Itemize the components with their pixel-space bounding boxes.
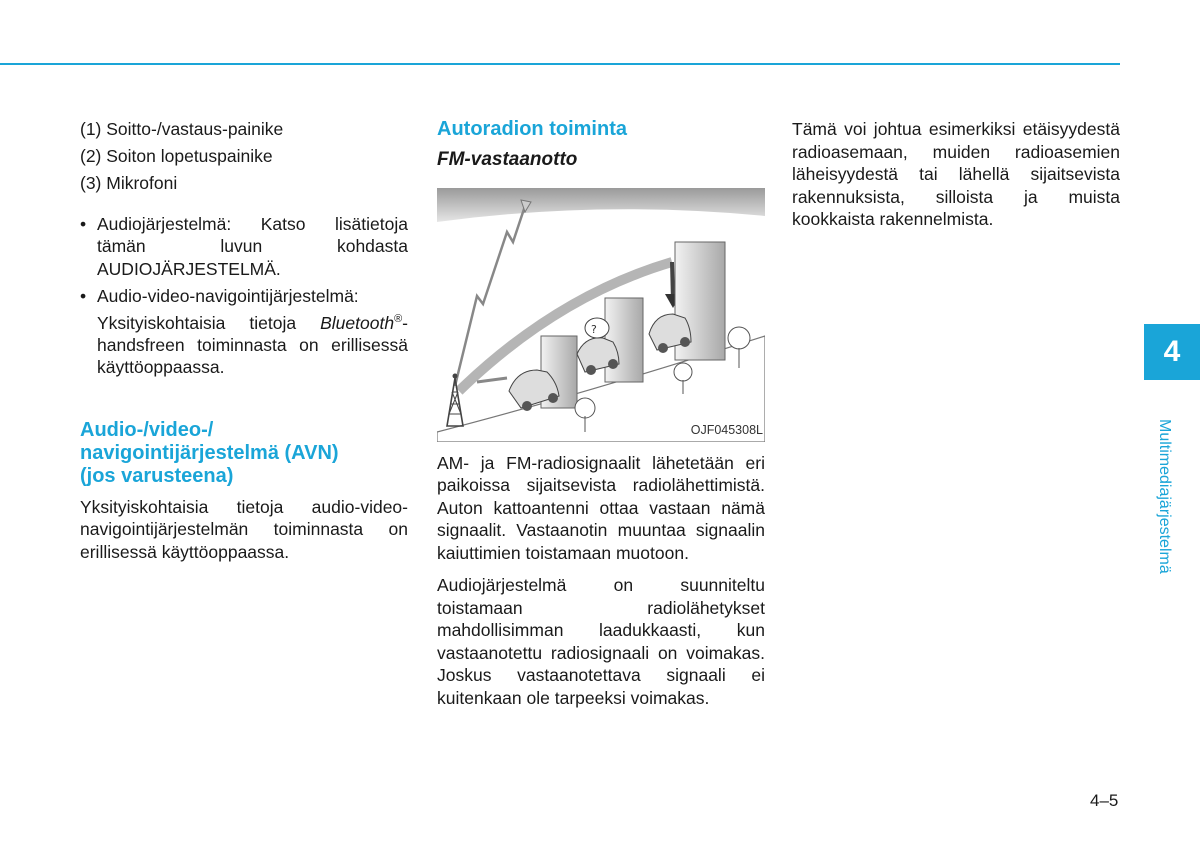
radio-paragraph-1: AM- ja FM-radiosignaalit lähetetään eri paikoissa sijaitsevista radiolähettimistä. Auton kattoantenni ottaa vastaan nämä signaalit. Vastaanotin muuntaa signaalin kaiuttimien toistamaan muotoon.: [437, 452, 765, 563]
radio-tower-icon: [447, 373, 463, 426]
bullet-dot: •: [80, 213, 87, 234]
chapter-label: Multimediajärjestelmä: [1156, 419, 1173, 574]
page-number: 4–5: [1090, 791, 1119, 810]
bullet-text-pre: Audio-video-navigointijärjestelmä: Yksityiskohtaisia tietoja: [97, 286, 359, 333]
avn-paragraph: Yksityiskohtaisia tietoja audio-video-navigointijärjestelmän toiminnasta on erillisessä käyttöoppaassa.: [80, 496, 408, 562]
list-item: (2) Soiton lopetuspainike: [80, 146, 273, 166]
bullet-dot: •: [80, 286, 87, 306]
bluetooth-term: Bluetooth: [320, 312, 395, 333]
chapter-tab: [1144, 324, 1200, 380]
svg-text:?: ?: [591, 322, 597, 336]
fm-reception-illustration: [437, 186, 765, 442]
list-item: (1) Soitto-/vastaus-painike: [80, 119, 284, 139]
bullet-item-avn: [80, 285, 408, 379]
bullet-item-audio: [80, 213, 408, 281]
heading-line: Audio-/video-/: [80, 418, 214, 441]
signal-short-arrow: [477, 378, 507, 382]
bullet-list: [80, 213, 408, 379]
radio-paragraph-2: Audiojärjestelmä on suunniteltu toistamaan radiolähetykset mahdollisimman laadukkaasti, kun vastaanotettu radiosignaali on voimakas. Joskus vastaanotettava signaali ei kuitenkaan ole tarpeeksi voimakas.: [437, 575, 765, 708]
figure-code: OJF045308L: [690, 423, 763, 437]
top-rule: [0, 63, 1120, 65]
bullet-text: Audiojärjestelmä: Katso lisätietoja tämän luvun kohdasta AUDIOJÄRJESTELMÄ.: [97, 213, 408, 279]
section-heading-radio: Autoradion toiminta: [437, 118, 627, 140]
interference-paragraph: Tämä voi johtua esimerkiksi etäisyydestä radioasemaan, muiden radioasemien läheisyydestä tai lähellä sijaitsevista rakennuksista, silloista ja muista kookkaista rakennelmista.: [792, 119, 1120, 229]
building: [605, 298, 643, 382]
column-middle: [437, 118, 765, 709]
sky-band: [437, 188, 765, 222]
heading-line: (jos varusteena): [80, 464, 234, 487]
section-heading-avn: [80, 419, 408, 488]
column-right: [792, 118, 1120, 231]
heading-line: navigointijärjestelmä (AVN): [80, 441, 339, 464]
illustration-svg: [437, 186, 765, 442]
subheading-fm: FM-vastaanotto: [437, 149, 578, 170]
list-item: (3) Mikrofoni: [80, 173, 178, 193]
chapter-number: 4: [1163, 335, 1181, 368]
speech-bubble-icon: [585, 318, 609, 338]
bullet-text-post: -handsfreen toiminnasta on erillisessä käyttöoppaassa.: [97, 312, 408, 378]
registered-mark: ®: [394, 312, 403, 325]
column-left: [80, 118, 408, 563]
